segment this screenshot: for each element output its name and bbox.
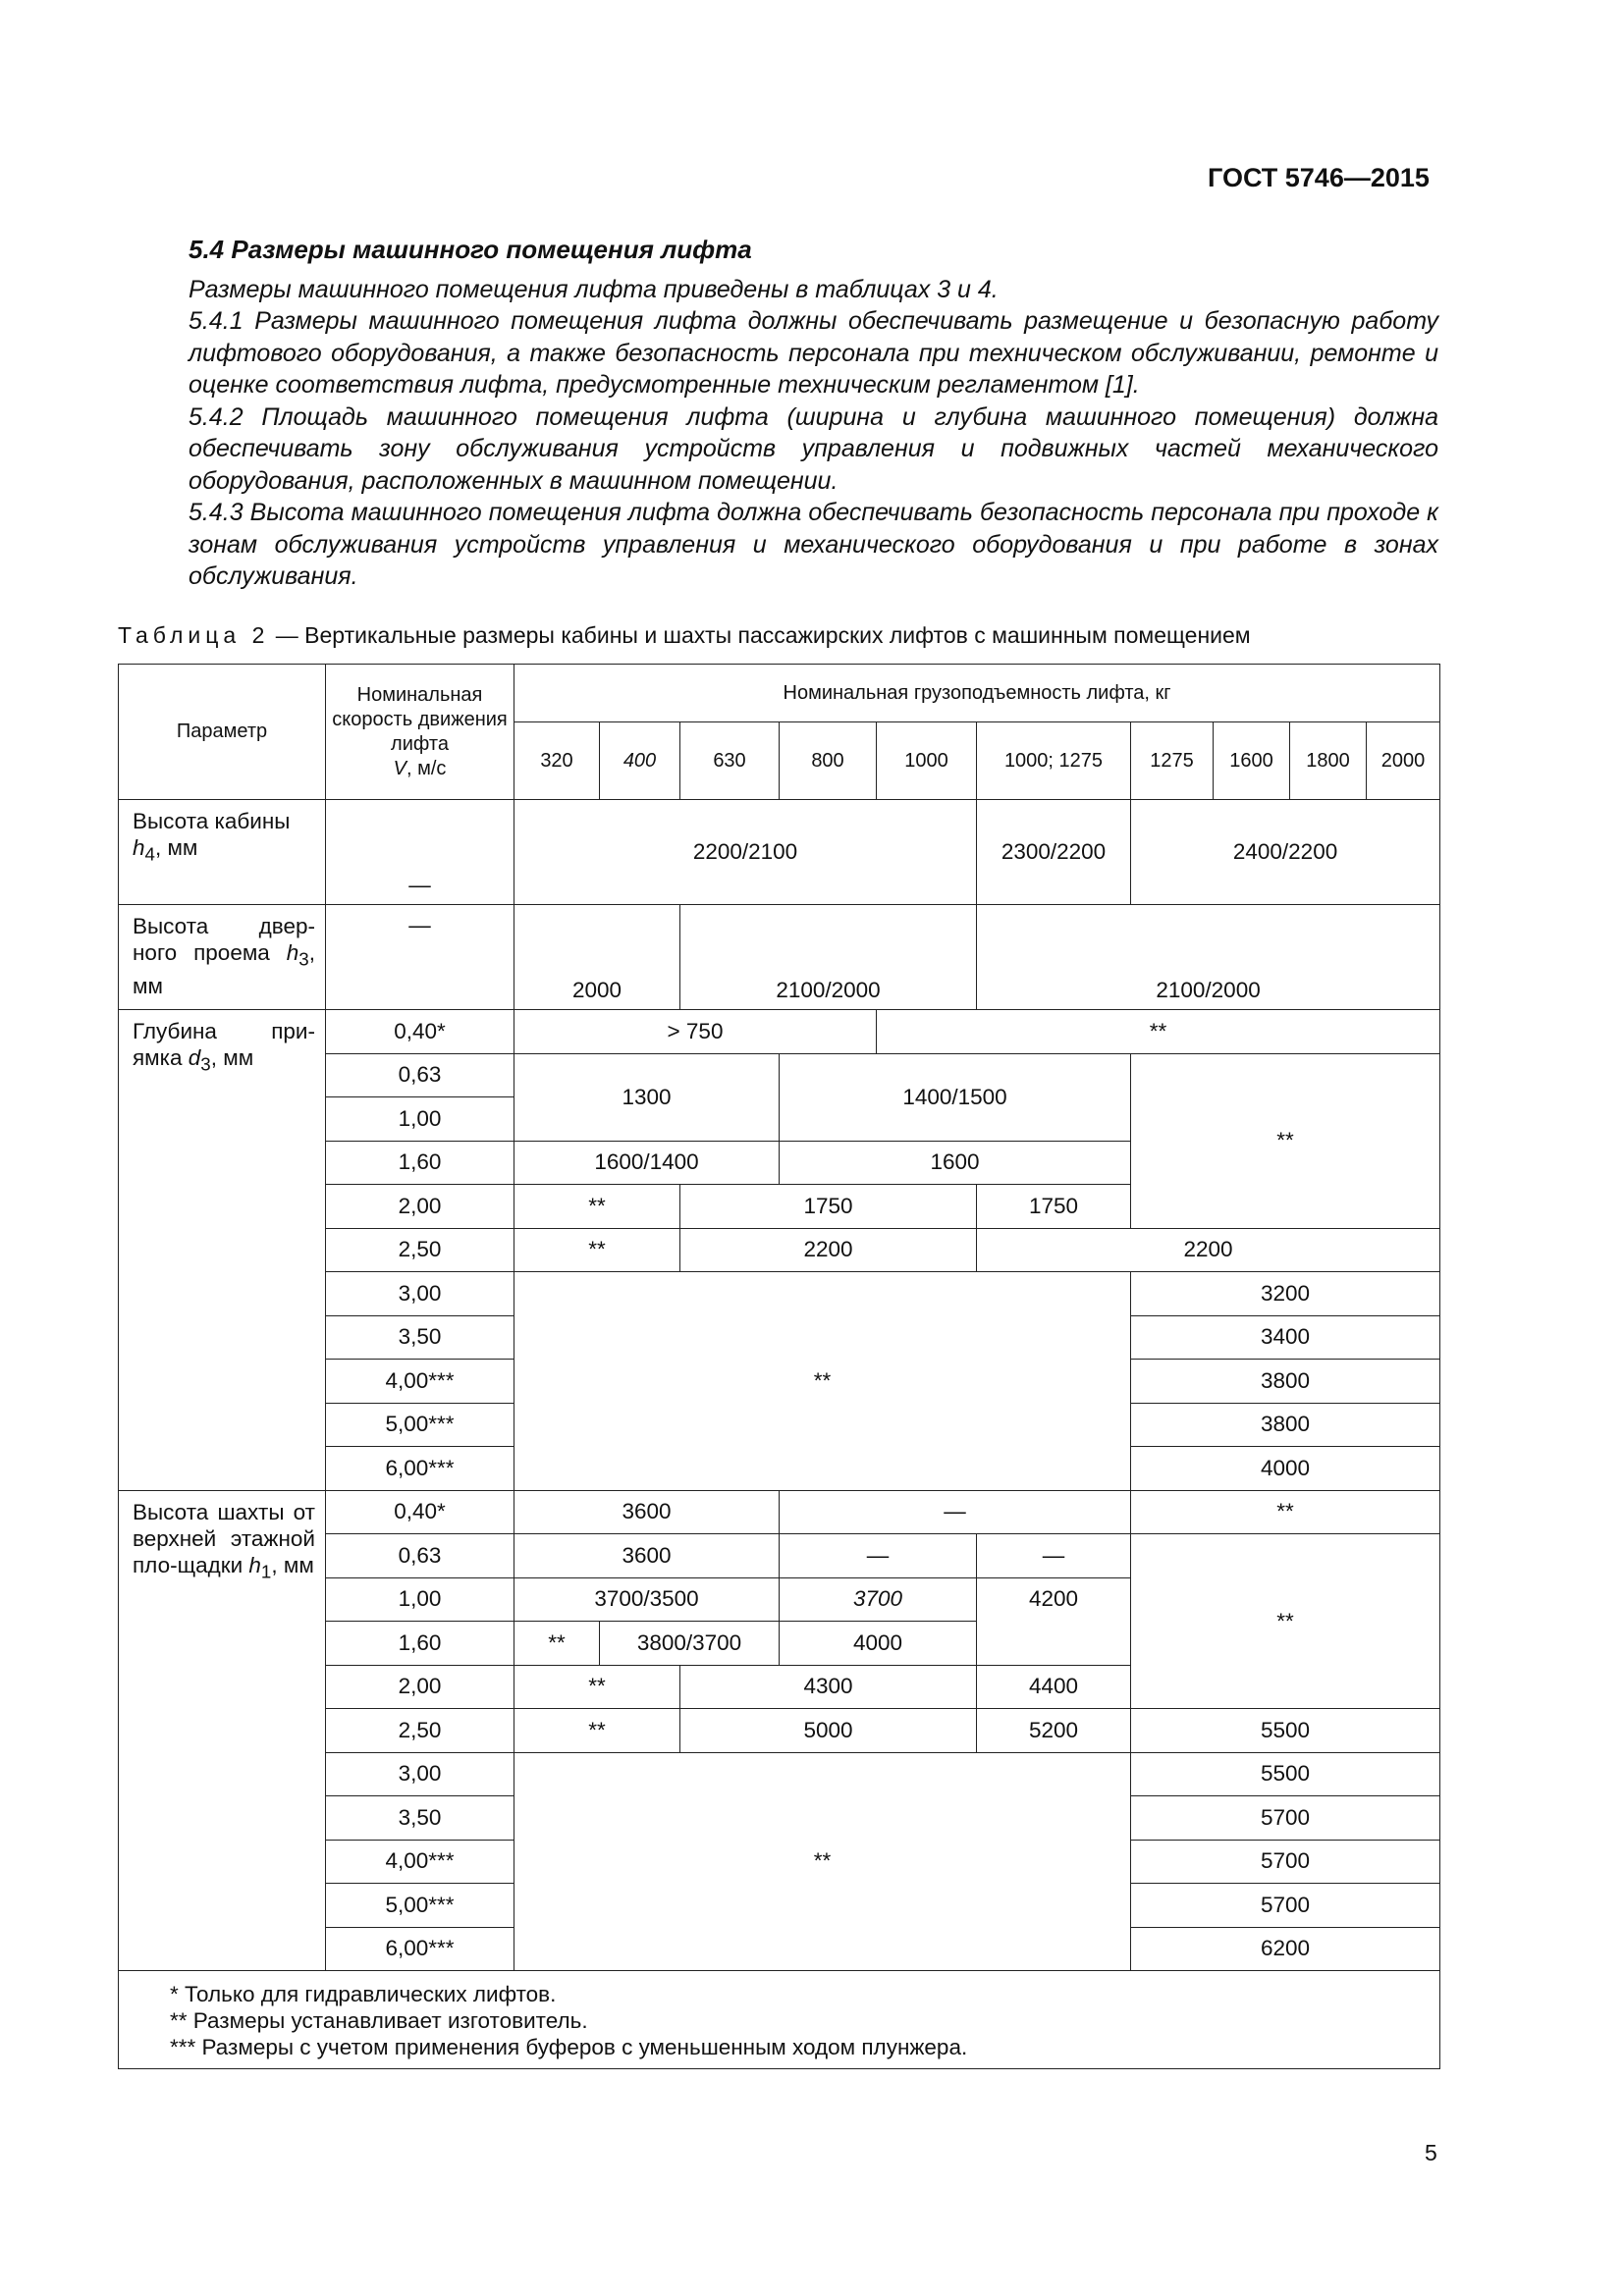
param-pit-depth bbox=[119, 1010, 326, 1491]
value-cell: ** bbox=[514, 1665, 680, 1709]
param-label: Глубина при-ямка bbox=[133, 1019, 315, 1070]
speed-cell: 2,00 bbox=[326, 1185, 514, 1229]
value-cell: 1600/1400 bbox=[514, 1141, 780, 1185]
value-cell: 1300 bbox=[514, 1053, 780, 1141]
capacity-header-cell: 1800 bbox=[1290, 722, 1367, 800]
value-cell: 2000 bbox=[514, 905, 680, 1010]
value-cell: 3400 bbox=[1131, 1315, 1440, 1360]
param-label: Высота двер-ного проема bbox=[133, 914, 315, 965]
capacity-header-cell: 2000 bbox=[1367, 722, 1440, 800]
header-speed bbox=[326, 665, 514, 800]
value-cell: 3600 bbox=[514, 1534, 780, 1578]
table-header-row bbox=[119, 665, 1440, 722]
header-speed-symbol: V bbox=[393, 757, 406, 779]
param-symbol: d bbox=[188, 1045, 201, 1070]
param-symbol: h bbox=[133, 835, 145, 860]
speed-cell: 1,60 bbox=[326, 1622, 514, 1666]
table-note: *** Размеры с учетом применения буферов с уменьшенным ходом плунжера. bbox=[170, 2035, 968, 2059]
value-cell: 4400 bbox=[977, 1665, 1131, 1709]
value-cell: 5500 bbox=[1131, 1709, 1440, 1753]
value-cell: 1600 bbox=[780, 1141, 1131, 1185]
value-cell: 1750 bbox=[680, 1185, 977, 1229]
dimensions-table bbox=[118, 664, 1440, 2069]
value-cell: 5700 bbox=[1131, 1796, 1440, 1841]
speed-cell: 6,00*** bbox=[326, 1447, 514, 1491]
value-cell: 3200 bbox=[1131, 1272, 1440, 1316]
table-caption-text: — Вертикальные размеры кабины и шахты пассажирских лифтов с машинным помещением bbox=[269, 622, 1251, 648]
speed-cell: 6,00*** bbox=[326, 1927, 514, 1971]
value-cell: 1400/1500 bbox=[780, 1053, 1131, 1141]
value-cell: 2100/2000 bbox=[680, 905, 977, 1010]
speed-cell: 3,50 bbox=[326, 1315, 514, 1360]
param-symbol: h bbox=[286, 940, 299, 965]
param-unit: , мм bbox=[210, 1045, 254, 1070]
section-title: 5.4 Размеры машинного помещения лифта bbox=[189, 235, 752, 264]
capacity-header-cell: 1000 bbox=[877, 722, 977, 800]
value-cell: 5000 bbox=[680, 1709, 977, 1753]
value-cell: ** bbox=[514, 1228, 680, 1272]
paragraph: 5.4.3 Высота машинного помещения лифта должна обеспечивать безопасность персонала при проходе к зонам обслуживания устройств управления и механического оборудования и при работе в зонах обслуживания. bbox=[189, 499, 1438, 590]
value-cell: 5700 bbox=[1131, 1884, 1440, 1928]
speed-cell: 1,00 bbox=[326, 1097, 514, 1142]
paragraph: 5.4.2 Площадь машинного помещения лифта (ширина и глубина машинного помещения) должна обеспечивать зону обслуживания устройств управления и подвижных частей механического оборудования, расположенных в машинном помещении. bbox=[189, 402, 1438, 495]
table-row bbox=[119, 905, 1440, 1010]
value-cell: 2300/2200 bbox=[977, 800, 1131, 905]
capacity-header-cell: 400 bbox=[600, 722, 680, 800]
value-cell: 4000 bbox=[780, 1622, 977, 1666]
value-cell: 3800 bbox=[1131, 1403, 1440, 1447]
capacity-header-cell: 1275 bbox=[1131, 722, 1214, 800]
capacity-header-cell: 1600 bbox=[1214, 722, 1290, 800]
value-cell: 6200 bbox=[1131, 1927, 1440, 1971]
param-subscript: 3 bbox=[298, 948, 309, 970]
value-cell: ** bbox=[877, 1010, 1440, 1054]
speed-cell: 2,50 bbox=[326, 1228, 514, 1272]
value-cell: > 750 bbox=[514, 1010, 877, 1054]
capacity-header-cell: 630 bbox=[680, 722, 780, 800]
speed-cell: 0,63 bbox=[326, 1534, 514, 1578]
value-cell: ** bbox=[1131, 1490, 1440, 1534]
speed-cell: 1,60 bbox=[326, 1141, 514, 1185]
speed-cell: 3,00 bbox=[326, 1752, 514, 1796]
speed-cell: 5,00*** bbox=[326, 1403, 514, 1447]
param-shaft-height bbox=[119, 1490, 326, 1971]
value-cell: 1750 bbox=[977, 1185, 1131, 1229]
paragraph: Размеры машинного помещения лифта приведены в таблицах 3 и 4. bbox=[189, 275, 999, 303]
table-row bbox=[119, 1010, 1440, 1054]
table-note: * Только для гидравлических лифтов. bbox=[170, 1982, 557, 2006]
value-cell: 5500 bbox=[1131, 1752, 1440, 1796]
table-row bbox=[119, 800, 1440, 905]
table-note: ** Размеры устанавливает изготовитель. bbox=[170, 2008, 588, 2033]
speed-cell: 0,40* bbox=[326, 1490, 514, 1534]
param-label: Высота шахты от верхней этажной пло-щадки bbox=[133, 1499, 315, 1577]
value-cell: — bbox=[780, 1490, 1131, 1534]
speed-cell: — bbox=[326, 905, 514, 1010]
param-subscript: 1 bbox=[260, 1561, 272, 1581]
speed-cell: 2,00 bbox=[326, 1665, 514, 1709]
value-cell: 2100/2000 bbox=[977, 905, 1440, 1010]
param-cabin-height bbox=[119, 800, 326, 905]
param-unit: , мм bbox=[133, 940, 315, 998]
capacity-header-cell: 800 bbox=[780, 722, 877, 800]
value-cell: 3700/3500 bbox=[514, 1577, 780, 1622]
value-cell: ** bbox=[514, 1752, 1131, 1971]
header-speed-unit: , м/с bbox=[406, 757, 447, 779]
value-cell: ** bbox=[1131, 1534, 1440, 1709]
speed-cell: 5,00*** bbox=[326, 1884, 514, 1928]
value-cell: 4300 bbox=[680, 1665, 977, 1709]
table-row bbox=[119, 1490, 1440, 1534]
value-cell: 3800/3700 bbox=[600, 1622, 780, 1666]
section-text bbox=[118, 234, 1438, 593]
value-cell: ** bbox=[1131, 1053, 1440, 1228]
header-capacity: Номинальная грузоподъемность лифта, кг bbox=[514, 665, 1440, 722]
speed-cell: 0,40* bbox=[326, 1010, 514, 1054]
paragraph: 5.4.1 Размеры машинного помещения лифта должны обеспечивать размещение и безопасную работу лифтового оборудования, а также безопасность персонала при техническом обслуживании, ремонте и оценке соответствия лифта, предусмотренные техническим регламентом [1]. bbox=[189, 307, 1438, 399]
value-cell: 4200 bbox=[977, 1577, 1131, 1665]
value-cell: — bbox=[780, 1534, 977, 1578]
param-door-height bbox=[119, 905, 326, 1010]
value-cell: 5200 bbox=[977, 1709, 1131, 1753]
value-cell: ** bbox=[514, 1709, 680, 1753]
speed-cell: 3,00 bbox=[326, 1272, 514, 1316]
header-speed-label: Номинальная скорость движения лифта bbox=[332, 683, 508, 755]
param-label: Высота кабины bbox=[133, 809, 291, 833]
speed-cell: 0,63 bbox=[326, 1053, 514, 1097]
value-cell: 4000 bbox=[1131, 1447, 1440, 1491]
value-cell: 3600 bbox=[514, 1490, 780, 1534]
table-caption bbox=[118, 622, 1251, 649]
page-number: 5 bbox=[1425, 2140, 1437, 2165]
param-symbol: h bbox=[248, 1552, 261, 1577]
value-cell: 2200 bbox=[680, 1228, 977, 1272]
value-cell: 2200/2100 bbox=[514, 800, 977, 905]
value-cell: 3800 bbox=[1131, 1360, 1440, 1404]
document-code: ГОСТ 5746—2015 bbox=[1208, 163, 1430, 192]
speed-cell: 1,00 bbox=[326, 1577, 514, 1622]
table-caption-label: Таблица 2 bbox=[118, 622, 270, 648]
capacity-header-cell: 1000; 1275 bbox=[977, 722, 1131, 800]
table-notes-row bbox=[119, 1971, 1440, 2069]
value-cell: 3700 bbox=[780, 1577, 977, 1622]
speed-cell: 2,50 bbox=[326, 1709, 514, 1753]
table-notes bbox=[119, 1971, 1440, 2069]
value-cell: 2200 bbox=[977, 1228, 1440, 1272]
header-param: Параметр bbox=[119, 665, 326, 800]
speed-cell: 4,00*** bbox=[326, 1360, 514, 1404]
param-unit: , мм bbox=[271, 1552, 314, 1577]
speed-cell: 4,00*** bbox=[326, 1840, 514, 1884]
param-subscript: 3 bbox=[200, 1053, 211, 1075]
value-cell: — bbox=[977, 1534, 1131, 1578]
value-cell: ** bbox=[514, 1622, 600, 1666]
value-cell: ** bbox=[514, 1185, 680, 1229]
value-cell: ** bbox=[514, 1272, 1131, 1491]
speed-cell: — bbox=[326, 800, 514, 905]
param-subscript: 4 bbox=[144, 843, 155, 865]
param-unit: , мм bbox=[154, 835, 198, 860]
speed-cell: 3,50 bbox=[326, 1796, 514, 1841]
value-cell: 2400/2200 bbox=[1131, 800, 1440, 905]
value-cell: 5700 bbox=[1131, 1840, 1440, 1884]
capacity-header-cell: 320 bbox=[514, 722, 600, 800]
